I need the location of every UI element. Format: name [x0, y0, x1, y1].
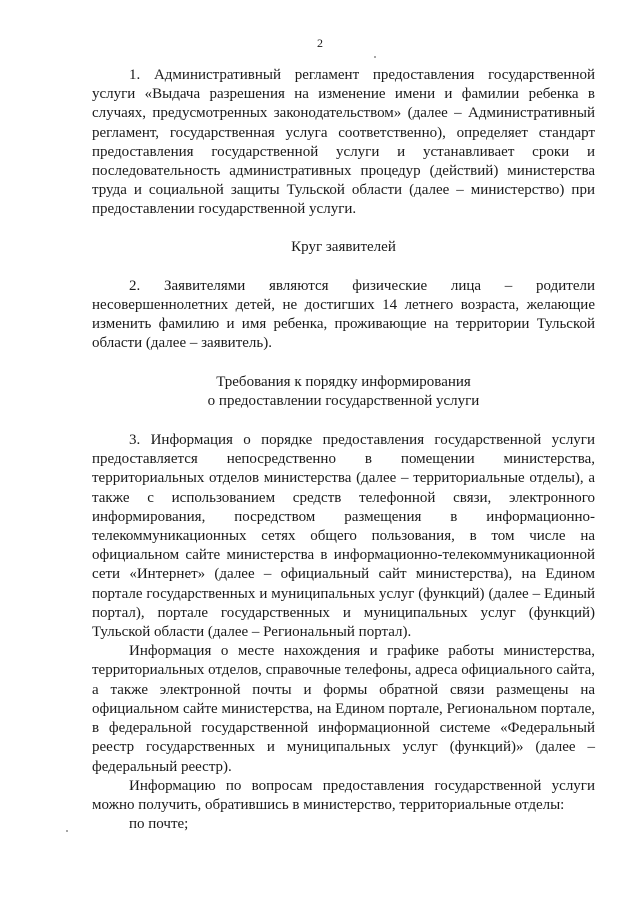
- scan-speck: [66, 830, 68, 832]
- section-heading-informing-line-1: Требования к порядку информирования: [216, 373, 471, 390]
- paragraph-3: 3. Информация о порядке предоставления государственной услуги предоставляется непосредственно в помещении министерства, территориальных отделов министерства (далее – территориальные отделы), а также с использованием средств телефонной связи, электронного информирования, посредством размещения в информационно-телекоммуникационных сетях общего пользования, в том числе на официальном сайте министерства в информационно-телекоммуникационной сети «Интернет» (далее – официальный сайт министерства), на Едином портале государственных и муниципальных услуг (функций) (далее – Единый портал), портале государственных и муниципальных услуг (функций) Тульской области (далее – Региональный портал).: [92, 432, 595, 641]
- paragraph-6: по почте;: [129, 816, 189, 833]
- section-heading-applicants: Круг заявителей: [291, 238, 396, 255]
- page-number: 2: [317, 36, 323, 50]
- paragraph-2: 2. Заявителями являются физические лица – родители несовершеннолетних детей, не достигших 14 летнего возраста, желающие изменить фамилию и имя ребенка, проживающие на территории Тульской области (далее – заявитель).: [92, 277, 595, 352]
- paragraph-5: Информацию по вопросам предоставления государственной услуги можно получить, обратившись в министерство, территориальные отделы:: [92, 777, 595, 813]
- scan-speck: [374, 56, 376, 58]
- section-heading-informing-line-2: о предоставлении государственной услуги: [207, 392, 480, 409]
- paragraph-4: Информация о месте нахождения и графике работы министерства, территориальных отделов, справочные телефоны, адреса официального сайта, а также электронной почты и формы обратной связи размещены на официальном сайте министерства, на Едином портале, Региональном портале, в федеральной государственной информационной системе «Федеральный реестр государственных и муниципальных услуг (функций)» (далее – федеральный реестр).: [92, 643, 595, 775]
- document-body: [92, 66, 595, 834]
- paragraph-1: 1. Административный регламент предоставления государственной услуги «Выдача разрешения на изменение имени и фамилии ребенка в случаях, предусмотренных законодательством» (далее – Административный регламент, государственная услуга соответственно), определяет стандарт предоставления государственной услуги и устанавливает сроки и последовательность административных процедур (действий) министерства труда и социальной защиты Тульской области (далее – министерство) при предоставлении государственной услуги.: [92, 67, 595, 218]
